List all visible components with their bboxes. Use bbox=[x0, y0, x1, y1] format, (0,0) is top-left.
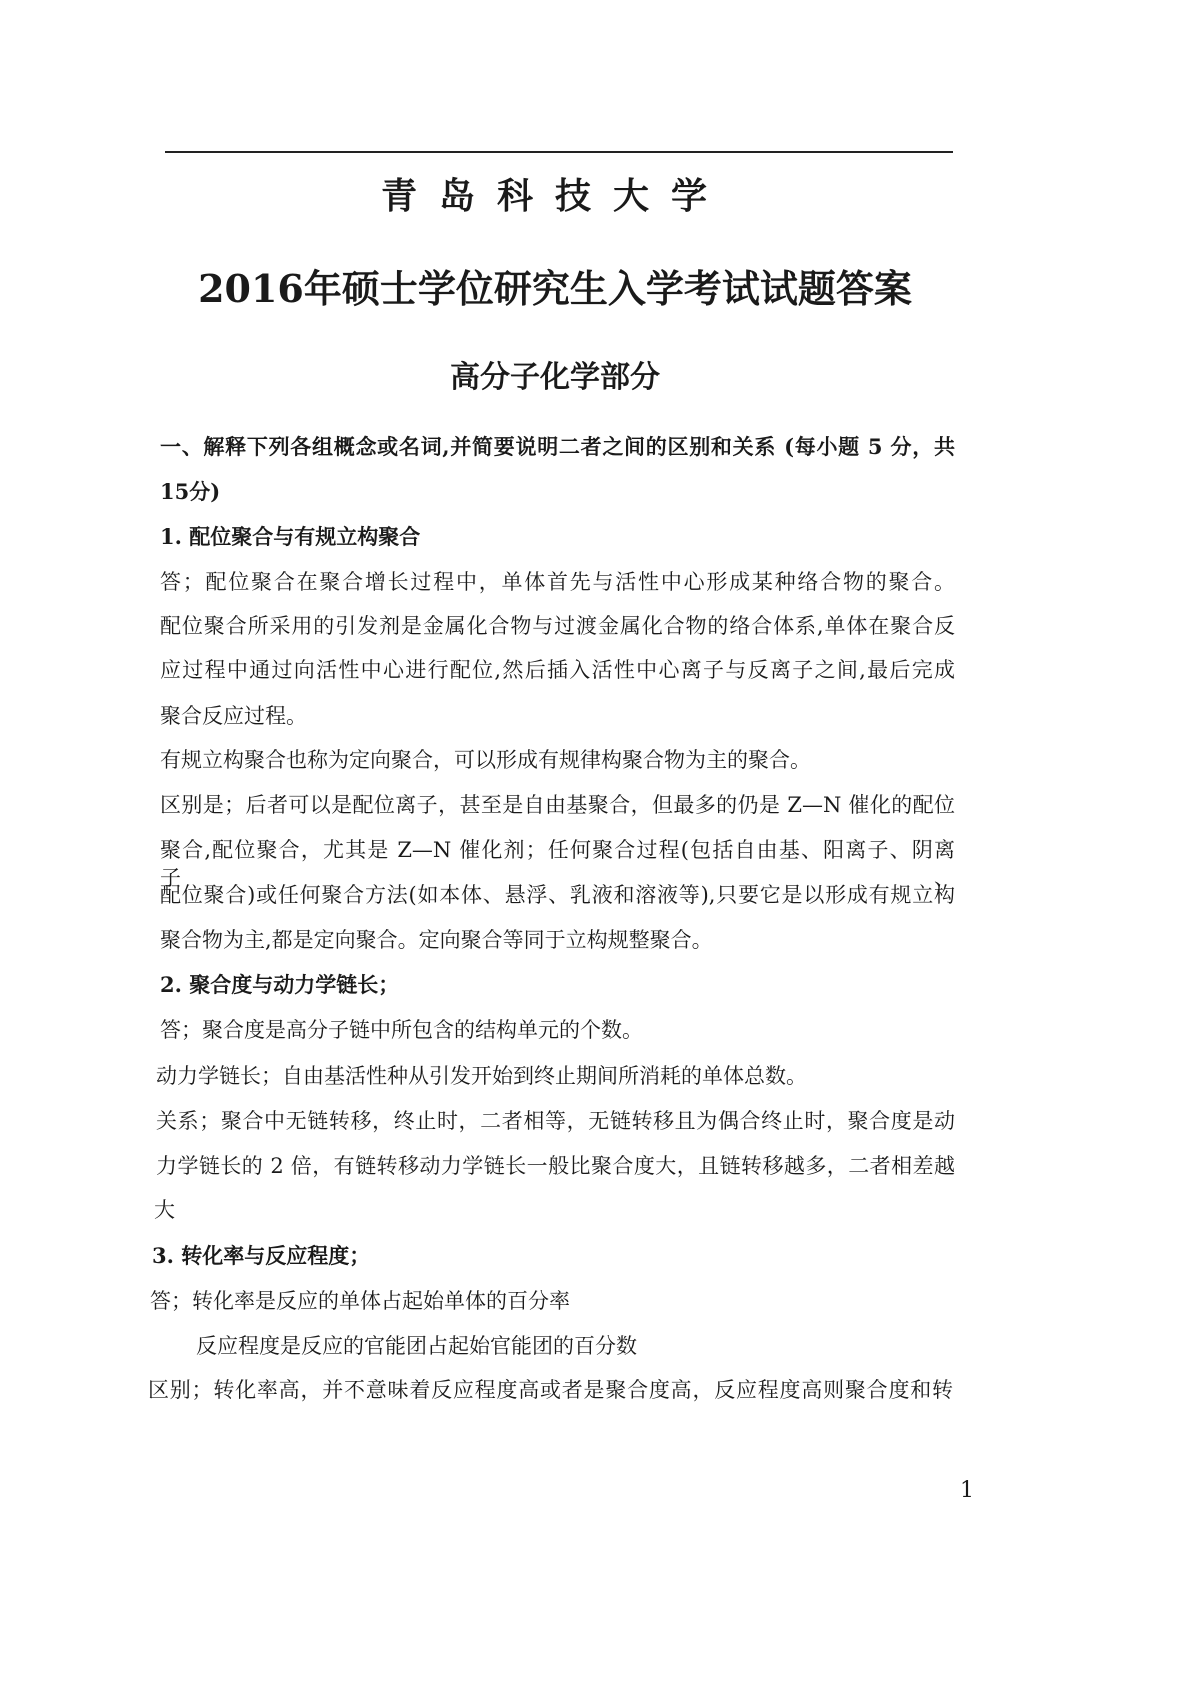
answer-line: 动力学链长；自由基活性种从引发开始到终止期间所消耗的单体总数。 bbox=[156, 1064, 807, 1088]
answer-line: 答；转化率是反应的单体占起始单体的百分率 bbox=[150, 1289, 570, 1313]
answer-line: 力学链长的 2 倍，有链转移动力学链长一般比聚合度大，且链转移越多，二者相差越 bbox=[156, 1154, 955, 1178]
university-name: 青岛科技大学 bbox=[380, 175, 729, 217]
question-heading: 一、解释下列各组概念或名词,并简要说明二者之间的区别和关系 (每小题 5 分，共 bbox=[160, 434, 955, 459]
answer-line: 区别是；后者可以是配位离子，甚至是自由基聚合，但最多的仍是 Z—N 催化的配位 bbox=[160, 793, 955, 817]
answer-line: 区别；转化率高，并不意味着反应程度高或者是聚合度高，反应程度高则聚合度和转 bbox=[148, 1378, 953, 1402]
subquestion-title: 1. 配位聚合与有规立构聚合 bbox=[160, 524, 421, 549]
answer-line: 答；聚合度是高分子链中所包含的结构单元的个数。 bbox=[160, 1018, 643, 1042]
section-title: 高分子化学部分 bbox=[450, 360, 660, 395]
answer-line: 聚合反应过程。 bbox=[160, 704, 307, 728]
answer-line: 聚合物为主,都是定向聚合。定向聚合等同于立构规整聚合。 bbox=[160, 928, 713, 952]
answer-line: 大 bbox=[154, 1198, 175, 1222]
exam-title: 2016年硕士学位研究生入学考试试题答案 bbox=[198, 266, 912, 311]
answer-line: 配位聚合所采用的引发剂是金属化合物与过渡金属化合物的络合体系,单体在聚合反 bbox=[160, 614, 955, 638]
answer-line: 关系；聚合中无链转移，终止时，二者相等，无链转移且为偶合终止时，聚合度是动 bbox=[156, 1109, 955, 1133]
answer-line: 聚合,配位聚合，尤其是 Z—N 催化剂；任何聚合过程(包括自由基、阳离子、阴离子、 bbox=[160, 838, 955, 890]
header-rule bbox=[165, 151, 953, 153]
answer-line: 应过程中通过向活性中心进行配位,然后插入活性中心离子与反离子之间,最后完成 bbox=[160, 658, 955, 682]
subquestion-title: 3. 转化率与反应程度； bbox=[152, 1243, 371, 1268]
question-heading-cont: 15分) bbox=[160, 479, 221, 504]
answer-line: 有规立构聚合也称为定向聚合，可以形成有规律构聚合物为主的聚合。 bbox=[160, 748, 811, 772]
subquestion-title: 2. 聚合度与动力学链长； bbox=[160, 972, 400, 997]
page-number: 1 bbox=[960, 1478, 974, 1503]
answer-line: 配位聚合)或任何聚合方法(如本体、悬浮、乳液和溶液等),只要它是以形成有规立构 bbox=[160, 883, 955, 907]
answer-line: 反应程度是反应的官能团占起始官能团的百分数 bbox=[196, 1334, 637, 1358]
answer-line: 答；配位聚合在聚合增长过程中，单体首先与活性中心形成某种络合物的聚合。 bbox=[160, 570, 955, 594]
